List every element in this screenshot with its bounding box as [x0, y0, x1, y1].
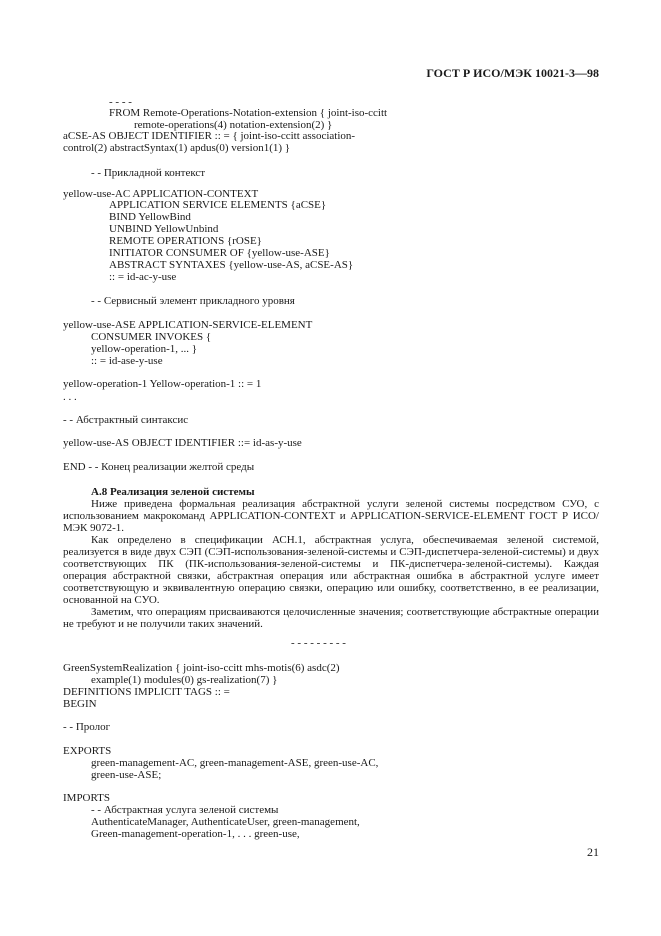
- page-number: 21: [587, 845, 599, 859]
- code-comment: - - Прикладной контекст: [91, 167, 206, 179]
- code-line: - - - -: [109, 96, 132, 108]
- code-line: IMPORTS: [63, 792, 111, 804]
- code-line: :: = id-ase-y-use: [91, 355, 163, 367]
- code-line: green-management-AC, green-management-ASE, green-use-AC,: [91, 757, 379, 769]
- code-line: FROM Remote-Operations-Notation-extension { joint-iso-ccitt: [109, 107, 388, 119]
- code-line: remote-operations(4) notation-extension(2) }: [134, 119, 333, 131]
- code-line: yellow-use-ASE APPLICATION-SERVICE-ELEMENT: [63, 319, 313, 331]
- code-line: yellow-operation-1, ... }: [91, 343, 198, 355]
- code-line: Green-management-operation-1, . . . green-use,: [91, 828, 300, 840]
- code-comment: - - Абстрактная услуга зеленой системы: [91, 804, 279, 816]
- code-line: DEFINITIONS IMPLICIT TAGS :: =: [63, 686, 230, 698]
- code-line: yellow-operation-1 Yellow-operation-1 :: = 1: [63, 378, 262, 390]
- code-line: UNBIND YellowUnbind: [109, 223, 219, 235]
- code-comment: - - Пролог: [63, 721, 111, 733]
- code-line: yellow-use-AS OBJECT IDENTIFIER ::= id-as-y-use: [63, 437, 302, 449]
- code-line: AuthenticateManager, AuthenticateUser, green-management,: [91, 816, 360, 828]
- section-a8: [63, 486, 599, 630]
- paragraph: Заметим, что операциям присваиваются целочисленные значения; соответствующие абстрактные операции не требуют и не получили таких значений.: [63, 606, 599, 630]
- separator: - - - - - - - - -: [291, 637, 346, 649]
- code-line: example(1) modules(0) gs-realization(7) }: [91, 674, 278, 686]
- code-line: CONSUMER INVOKES {: [91, 331, 212, 343]
- code-line: APPLICATION SERVICE ELEMENTS {aCSE}: [109, 199, 327, 211]
- code-line: GreenSystemRealization { joint-iso-ccitt mhs-motis(6) asdc(2): [63, 662, 340, 674]
- code-line: BIND YellowBind: [109, 211, 191, 223]
- code-line: BEGIN: [63, 698, 97, 710]
- code-line: EXPORTS: [63, 745, 112, 757]
- code-comment: - - Сервисный элемент прикладного уровня: [91, 295, 295, 307]
- page-header: ГОСТ Р ИСО/МЭК 10021-3—98: [426, 66, 599, 80]
- section-title: А.8 Реализация зеленой системы: [91, 486, 255, 498]
- code-line: ABSTRACT SYNTAXES {yellow-use-AS, aCSE-AS}: [109, 259, 354, 271]
- code-line: :: = id-ac-y-use: [109, 271, 177, 283]
- code-line: INITIATOR CONSUMER OF {yellow-use-ASE}: [109, 247, 330, 259]
- code-line: yellow-use-AC APPLICATION-CONTEXT: [63, 188, 259, 200]
- paragraph: Ниже приведена формальная реализация абстрактной услуги зеленой системы посредством СУО, с использованием макрокоманд APPLICATION-CONTEXT и APPLICATION-SERVICE-ELEMENT ГОСТ Р ИСО/МЭК 9072-1.: [63, 498, 599, 534]
- paragraph: Как определено в спецификации АСН.1, абстрактная услуга, обеспечиваемая зеленой системой, реализуется в виде двух СЭП (СЭП-использования-зеленой-системы и СЭП-диспетчера-зеленой-системы) и двух соответствующих ПК (ПК-использования-зеленой-системы и ПК-диспетчера-зеленой-системы). Каждая операция абстрактной связки, абстрактная операция или абстрактная ошибка в абстрактной услуге имеет соответствующую и эквивалентную операцию связки, операцию или ошибку, соответственно, в ее реализации, основанной на СУО.: [63, 534, 599, 606]
- code-comment: - - Абстрактный синтаксис: [63, 414, 189, 426]
- code-line: control(2) abstractSyntax(1) apdus(0) version1(1) }: [63, 142, 291, 154]
- code-line: . . .: [63, 391, 77, 403]
- code-line: aCSE-AS OBJECT IDENTIFIER :: = { joint-iso-ccitt association-: [63, 130, 356, 142]
- code-line: REMOTE OPERATIONS {rOSE}: [109, 235, 262, 247]
- code-line: END - - Конец реализации желтой среды: [63, 461, 255, 473]
- code-line: green-use-ASE;: [91, 769, 162, 781]
